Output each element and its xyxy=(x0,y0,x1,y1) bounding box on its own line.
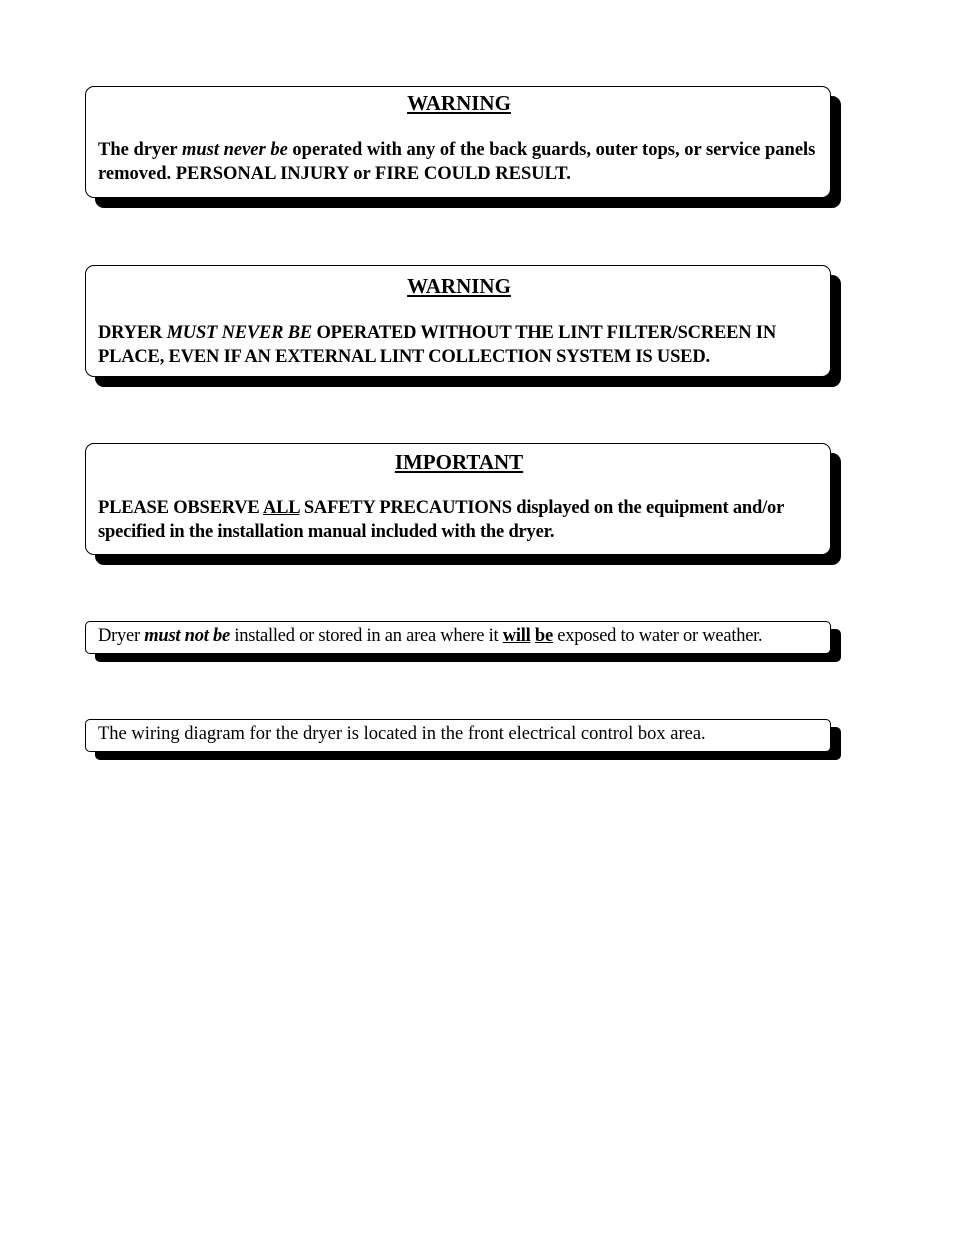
important-box-safety xyxy=(85,443,831,555)
notice-emphasis-will: will xyxy=(502,626,531,646)
notice-box-water xyxy=(85,621,831,654)
warning-text-part: DRYER xyxy=(98,323,167,343)
warning-text xyxy=(98,321,820,369)
warning-title: WARNING xyxy=(407,91,511,115)
notice-emphasis-be: be xyxy=(534,626,553,646)
notice-box-wiring-diagram xyxy=(85,719,831,752)
important-emphasis: ALL xyxy=(262,498,300,518)
warning-text-part: The dryer xyxy=(98,140,182,160)
important-text xyxy=(98,496,820,544)
warning-box-lint-filter xyxy=(85,265,831,377)
notice-emphasis: must not be xyxy=(144,626,230,646)
notice-text-part: installed or stored in an area where it xyxy=(229,626,503,646)
warning-box-back-guards xyxy=(85,86,831,198)
warning-emphasis: must never be xyxy=(181,140,288,160)
warning-text-part: OPERATED WITHOUT THE LINT FILTER/SCREEN IN PLACE, EVEN IF AN EXTERNAL LINT COLLECTION SYSTEM IS USED. xyxy=(98,323,776,367)
warning-emphasis: MUST NEVER BE xyxy=(166,323,313,343)
warning-text-part: operated with any of the back guards, outer tops, or service panels removed. PERSONAL INJURY or FIRE COULD RESULT. xyxy=(98,140,816,184)
warning-text xyxy=(98,138,820,186)
notice-text-part: Dryer xyxy=(98,626,145,646)
important-text-part: SAFETY PRECAUTIONS displayed on the equipment and/or specified in the installation manual included with the dryer. xyxy=(98,498,784,542)
warning-title: WARNING xyxy=(407,274,511,298)
notice-text xyxy=(98,624,820,648)
notice-text-part: exposed to water or weather. xyxy=(552,626,763,646)
important-title: IMPORTANT xyxy=(394,450,524,474)
notice-text: The wiring diagram for the dryer is located in the front electrical control box area. xyxy=(98,724,706,744)
important-text-part: PLEASE OBSERVE xyxy=(98,498,263,518)
